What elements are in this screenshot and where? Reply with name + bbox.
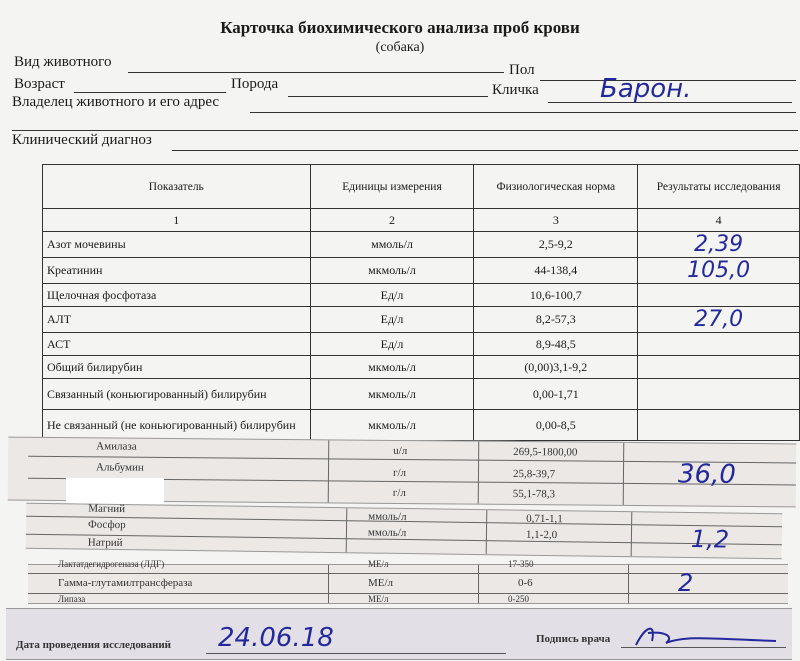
age-label: Возраст <box>14 76 65 92</box>
strip-indicator-unit: ммоль/л <box>368 510 407 524</box>
indicator-norm: 2,5-9,2 <box>474 232 638 258</box>
strip-column-rule <box>346 508 348 552</box>
sex-label: Пол <box>509 62 535 78</box>
indicator-name: Связанный (коньюгированный) билирубин <box>43 379 311 410</box>
strip-column-rule <box>478 565 479 603</box>
strip-indicator-norm: 0-250 <box>508 594 529 604</box>
col-number: 2 <box>310 209 474 232</box>
date-line <box>206 653 506 654</box>
strip-indicator-unit: г/л <box>392 466 407 480</box>
strip-indicator-unit: МЕ/л <box>368 594 389 604</box>
strip-indicator-name: Магний <box>88 502 126 516</box>
indicator-name: Креатинин <box>43 258 311 284</box>
owner-line-1 <box>250 112 796 113</box>
strip-indicator-name: Гамма-глутамилтрансфераза <box>58 577 193 589</box>
indicator-name: Не связанный (не коньюгированный) билирубин <box>43 410 311 441</box>
indicator-norm: 8,9-48,5 <box>474 333 638 356</box>
indicator-unit: Ед/л <box>310 307 474 333</box>
strip-rule <box>28 593 788 594</box>
column-number-row <box>43 209 800 232</box>
indicator-unit: Ед/л <box>310 284 474 307</box>
indicator-unit: мкмоль/л <box>310 356 474 379</box>
strip-indicator-norm: 25,8-39,7 <box>512 467 556 481</box>
indicator-result <box>638 356 800 379</box>
indicator-norm: 0,00-1,71 <box>474 379 638 410</box>
result-handwritten: 2,39 <box>694 232 744 257</box>
col-header-results: Результаты исследования <box>638 165 800 209</box>
indicator-result <box>638 410 800 441</box>
strip-indicator-unit: u/л <box>393 444 408 458</box>
table-row <box>43 356 800 379</box>
strip-column-rule <box>328 440 330 502</box>
indicator-norm: 44-138,4 <box>474 258 638 284</box>
table-row <box>43 410 800 441</box>
indicator-unit: мкмоль/л <box>310 258 474 284</box>
table-row <box>43 379 800 410</box>
indicator-result <box>638 307 800 333</box>
col-number: 1 <box>43 209 311 232</box>
strip-indicator-unit: МЕ/л <box>368 559 389 569</box>
strip-rule <box>28 573 788 574</box>
col-number: 4 <box>638 209 800 232</box>
strip-indicator-name: Альбумин <box>95 461 144 474</box>
strip-indicator-unit: МЕ/л <box>368 577 394 589</box>
owner-line-2 <box>12 130 798 131</box>
diagnosis-label: Клинический диагноз <box>12 132 152 148</box>
date-handwritten: 24.06.18 <box>218 623 334 653</box>
strip-indicator-norm: 17-350 <box>508 559 534 569</box>
strip-column-rule <box>486 510 488 554</box>
result-handwritten: 105,0 <box>687 258 751 283</box>
strip-column-rule <box>478 442 480 504</box>
animal-type-label: Вид животного <box>14 54 112 70</box>
strip-indicator-unit: ммоль/л <box>367 526 407 540</box>
indicator-name: Щелочная фосфотаза <box>43 284 311 307</box>
strip-indicator-name: Лактатдегидрогеназа (ЛДГ) <box>58 559 165 569</box>
indicator-norm: 8,2-57,3 <box>474 307 638 333</box>
age-line <box>74 92 226 93</box>
indicator-name: Азот мочевины <box>43 232 311 258</box>
result-handwritten: 1,2 <box>690 525 730 554</box>
table-row <box>43 258 800 284</box>
owner-label: Владелец животного и его адрес <box>12 94 220 110</box>
strip-indicator-norm: 0-6 <box>518 577 533 589</box>
strip-column-rule <box>631 512 633 556</box>
indicator-result <box>638 379 800 410</box>
strip-indicator-norm: 1,1-2,0 <box>525 528 558 542</box>
indicator-norm: 0,00-8,5 <box>474 410 638 441</box>
indicator-unit: Ед/л <box>310 333 474 356</box>
col-number: 3 <box>474 209 638 232</box>
col-header-indicator: Показатель <box>43 165 311 209</box>
result-handwritten: 2 <box>678 569 694 597</box>
name-label: Кличка <box>492 82 539 98</box>
pasted-strip-3 <box>28 559 788 604</box>
signature-label: Подпись врача <box>536 633 611 645</box>
table-header-row <box>43 165 800 209</box>
strip-column-rule <box>628 565 629 603</box>
indicator-unit: мкмоль/л <box>310 410 474 441</box>
indicator-unit: ммоль/л <box>310 232 474 258</box>
indicator-name: АСТ <box>43 333 311 356</box>
breed-label: Порода <box>231 76 279 92</box>
col-header-norm: Физиологическая норма <box>474 165 638 209</box>
result-handwritten: 36,0 <box>677 459 737 490</box>
strip-indicator-name: Фосфор <box>87 518 126 532</box>
date-label: Дата проведения исследований <box>16 639 172 651</box>
strip-indicator-norm: 269,5-1800,00 <box>513 445 578 459</box>
strip-indicator-unit: г/л <box>392 486 406 500</box>
card-subtitle: (собака) <box>375 40 425 55</box>
indicator-norm: (0,00)3,1-9,2 <box>474 356 638 379</box>
strip-column-rule <box>328 565 329 603</box>
indicator-unit: мкмоль/л <box>310 379 474 410</box>
indicator-result <box>638 232 800 258</box>
strip-column-rule <box>623 443 625 505</box>
strip-indicator-norm: 55,1-78,3 <box>512 487 556 501</box>
card-title: Карточка биохимического анализа проб крови <box>220 18 580 37</box>
pet-name-handwritten: Барон. <box>600 74 692 104</box>
indicator-result <box>638 333 800 356</box>
breed-line <box>288 96 488 97</box>
indicator-result <box>638 284 800 307</box>
table-row <box>43 333 800 356</box>
diagnosis-line <box>172 150 798 151</box>
indicator-name: АЛТ <box>43 307 311 333</box>
indicator-result <box>638 258 800 284</box>
pasted-strip-2 <box>26 503 783 560</box>
strip-indicator-norm: 0,71-1,1 <box>526 512 563 526</box>
white-patch <box>66 478 164 504</box>
indicator-norm: 10,6-100,7 <box>474 284 638 307</box>
results-table <box>42 164 800 441</box>
strip-indicator-name: Амилаза <box>96 440 137 453</box>
table-row <box>43 307 800 333</box>
strip-indicator-name: Натрий <box>87 536 123 550</box>
result-handwritten: 27,0 <box>694 307 744 332</box>
footer-strip <box>6 608 792 660</box>
signature-scribble <box>626 617 786 653</box>
strip-indicator-name: Липаза <box>58 594 86 604</box>
table-row <box>43 232 800 258</box>
animal-type-line <box>128 72 504 73</box>
table-row <box>43 284 800 307</box>
col-header-units: Единицы измерения <box>310 165 474 209</box>
indicator-name: Общий билирубин <box>43 356 311 379</box>
